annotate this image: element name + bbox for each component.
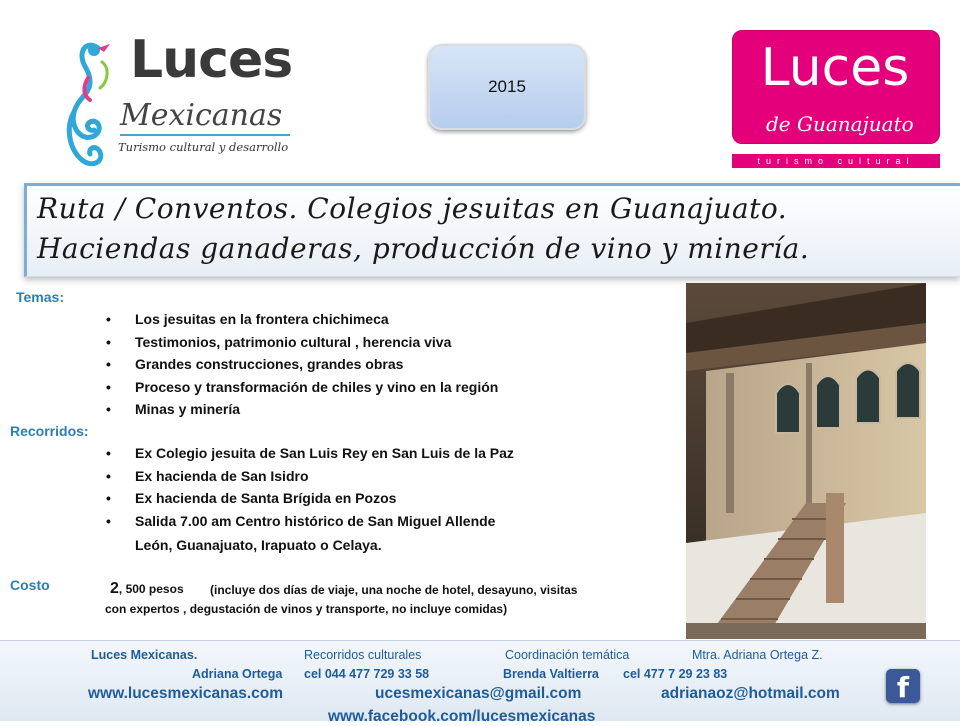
list-item: • Salida 7.00 am Centro histórico de San Miguel Allende xyxy=(135,510,514,533)
footer-recorridos: Recorridos culturales xyxy=(304,648,422,662)
footer-contact1-name: Adriana Ortega xyxy=(192,667,283,681)
list-item: • Ex hacienda de Santa Brígida en Pozos xyxy=(135,487,514,510)
footer-email-link-1[interactable]: ucesmexicanas@gmail.com xyxy=(375,685,582,702)
list-item: • Proceso y transformación de chiles y vino en la región xyxy=(135,376,498,399)
costo-amount-rest: , 500 pesos xyxy=(118,582,184,596)
logo-left-divider xyxy=(120,134,290,136)
footer-facebook-link[interactable]: www.facebook.com/lucesmexicanas xyxy=(328,708,596,725)
list-item: • Testimonios, patrimonio cultural , herencia viva xyxy=(135,331,498,354)
footer-contact2-name: Brenda Valtierra xyxy=(503,667,599,681)
footer-coordinator-name: Mtra. Adriana Ortega Z. xyxy=(692,648,823,662)
logo-left-tagline: Turismo cultural y desarrollo xyxy=(118,140,289,154)
hacienda-photo-illustration xyxy=(686,283,926,639)
logo-right-subtitle: de Guanajuato xyxy=(766,112,914,136)
luces-guanajuato-logo xyxy=(732,30,940,170)
luces-mexicanas-logo xyxy=(60,30,310,180)
list-item: • Ex hacienda de San Isidro xyxy=(135,465,514,488)
footer-org: Luces Mexicanas. xyxy=(91,648,198,662)
hacienda-photo xyxy=(686,283,926,639)
title-line-2: Haciendas ganaderas, producción de vino y minería. xyxy=(37,232,810,265)
recorridos-label: Recorridos: xyxy=(10,423,89,439)
recorridos-continuation: León, Guanajuato, Irapuato o Celaya. xyxy=(135,537,382,553)
title-line-1: Ruta / Conventos. Colegios jesuitas en Guanajuato. xyxy=(37,192,788,225)
footer-website-link[interactable]: www.lucesmexicanas.com xyxy=(88,685,283,702)
costo-amount xyxy=(110,580,184,598)
list-item: • Los jesuitas en la frontera chichimeca xyxy=(135,308,498,331)
costo-note-2: con expertos , degustación de vinos y transporte, no incluye comidas) xyxy=(105,602,508,616)
list-item: • Ex Colegio jesuita de San Luis Rey en San Luis de la Paz xyxy=(135,442,514,465)
list-item: • Minas y minería xyxy=(135,398,498,421)
logo-right-strip: turismo cultural xyxy=(732,154,940,168)
costo-note-1: (incluye dos días de viaje, una noche de hotel, desayuno, visitas xyxy=(210,583,578,597)
list-item: • Grandes construcciones, grandes obras xyxy=(135,353,498,376)
footer-contact1-phone: cel 044 477 729 33 58 xyxy=(304,667,430,681)
footer-email-link-2[interactable]: adrianaoz@hotmail.com xyxy=(661,685,840,702)
footer-contact2-phone: cel 477 7 29 23 83 xyxy=(623,667,728,681)
logo-left-subtitle: Mexicanas xyxy=(120,98,283,133)
costo-amount-number: 2 xyxy=(110,580,119,597)
temas-list xyxy=(135,308,498,421)
facebook-icon[interactable]: f xyxy=(886,669,920,703)
recorridos-list xyxy=(135,442,514,532)
quetzal-bird-icon xyxy=(60,38,120,178)
temas-label: Temas: xyxy=(16,289,64,305)
costo-label: Costo xyxy=(10,577,50,593)
logo-left-title: Luces xyxy=(130,30,293,90)
footer-coordinacion: Coordinación temática xyxy=(505,648,630,662)
title-banner xyxy=(24,183,960,277)
year-badge: 2015 xyxy=(428,44,586,130)
logo-right-title: Luces xyxy=(760,38,910,98)
